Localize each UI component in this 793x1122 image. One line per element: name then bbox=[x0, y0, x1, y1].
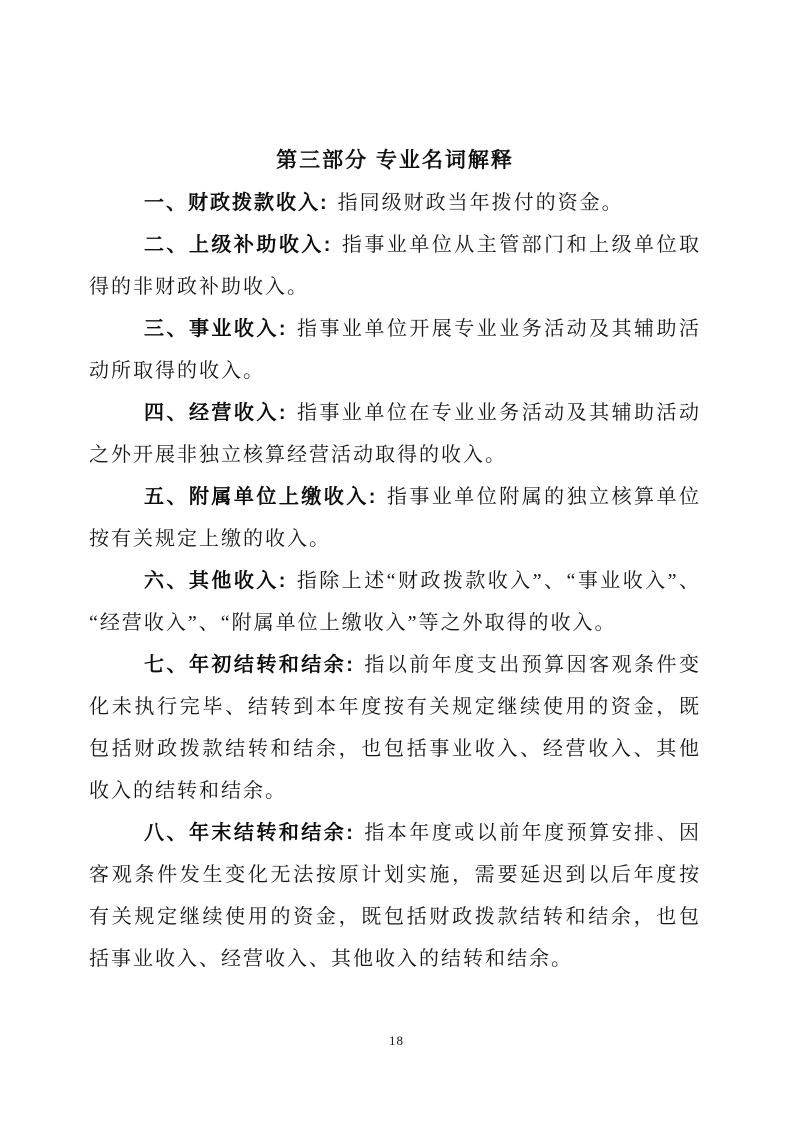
glossary-definition: 指事业单位在专业业务活动及其辅助活动之外开展非独立核算经营活动取得的收入。 bbox=[89, 402, 701, 466]
glossary-item bbox=[89, 644, 701, 812]
document-content bbox=[89, 140, 701, 980]
glossary-term: 二、上级补助收入: bbox=[144, 234, 333, 256]
glossary-item bbox=[89, 182, 701, 224]
glossary-item bbox=[89, 224, 701, 308]
glossary-term: 八、年末结转和结余: bbox=[144, 822, 355, 844]
glossary-item bbox=[89, 812, 701, 980]
page-number: 18 bbox=[389, 1033, 404, 1048]
glossary-term: 四、经营收入: bbox=[144, 402, 288, 424]
glossary-item bbox=[89, 560, 701, 644]
glossary-term: 三、事业收入: bbox=[144, 318, 288, 340]
glossary-item bbox=[89, 308, 701, 392]
glossary-term: 六、其他收入: bbox=[144, 570, 288, 592]
glossary-definition: 指除上述“财政拨款收入”、“事业收入”、“经营收入”、“附属单位上缴收入”等之外取得的收入。 bbox=[89, 570, 701, 634]
glossary-definition: 指事业单位从主管部门和上级单位取得的非财政补助收入。 bbox=[89, 234, 701, 298]
glossary-term: 七、年初结转和结余: bbox=[144, 654, 355, 676]
glossary-item bbox=[89, 392, 701, 476]
glossary-definition: 指本年度或以前年度预算安排、因客观条件发生变化无法按原计划实施，需要延迟到以后年度按有关规定继续使用的资金，既包括财政拨款结转和结余，也包括事业收入、经营收入、其他收入的结转和结余。 bbox=[89, 822, 702, 970]
glossary-term: 一、财政拨款收入: bbox=[144, 192, 329, 214]
glossary-term: 五、附属单位上缴收入: bbox=[144, 486, 378, 508]
glossary-item bbox=[89, 476, 701, 560]
glossary-definition: 指同级财政当年拨付的资金。 bbox=[337, 192, 624, 214]
page-title: 第三部分 专业名词解释 bbox=[276, 149, 514, 172]
glossary-definition: 指以前年度支出预算因客观条件变化未执行完毕、结转到本年度按有关规定继续使用的资金，既包括财政拨款结转和结余，也包括事业收入、经营收入、其他收入的结转和结余。 bbox=[89, 654, 702, 802]
glossary-definition: 指事业单位开展专业业务活动及其辅助活动所取得的收入。 bbox=[89, 318, 701, 382]
glossary-definition: 指事业单位附属的独立核算单位按有关规定上缴的收入。 bbox=[89, 486, 701, 550]
